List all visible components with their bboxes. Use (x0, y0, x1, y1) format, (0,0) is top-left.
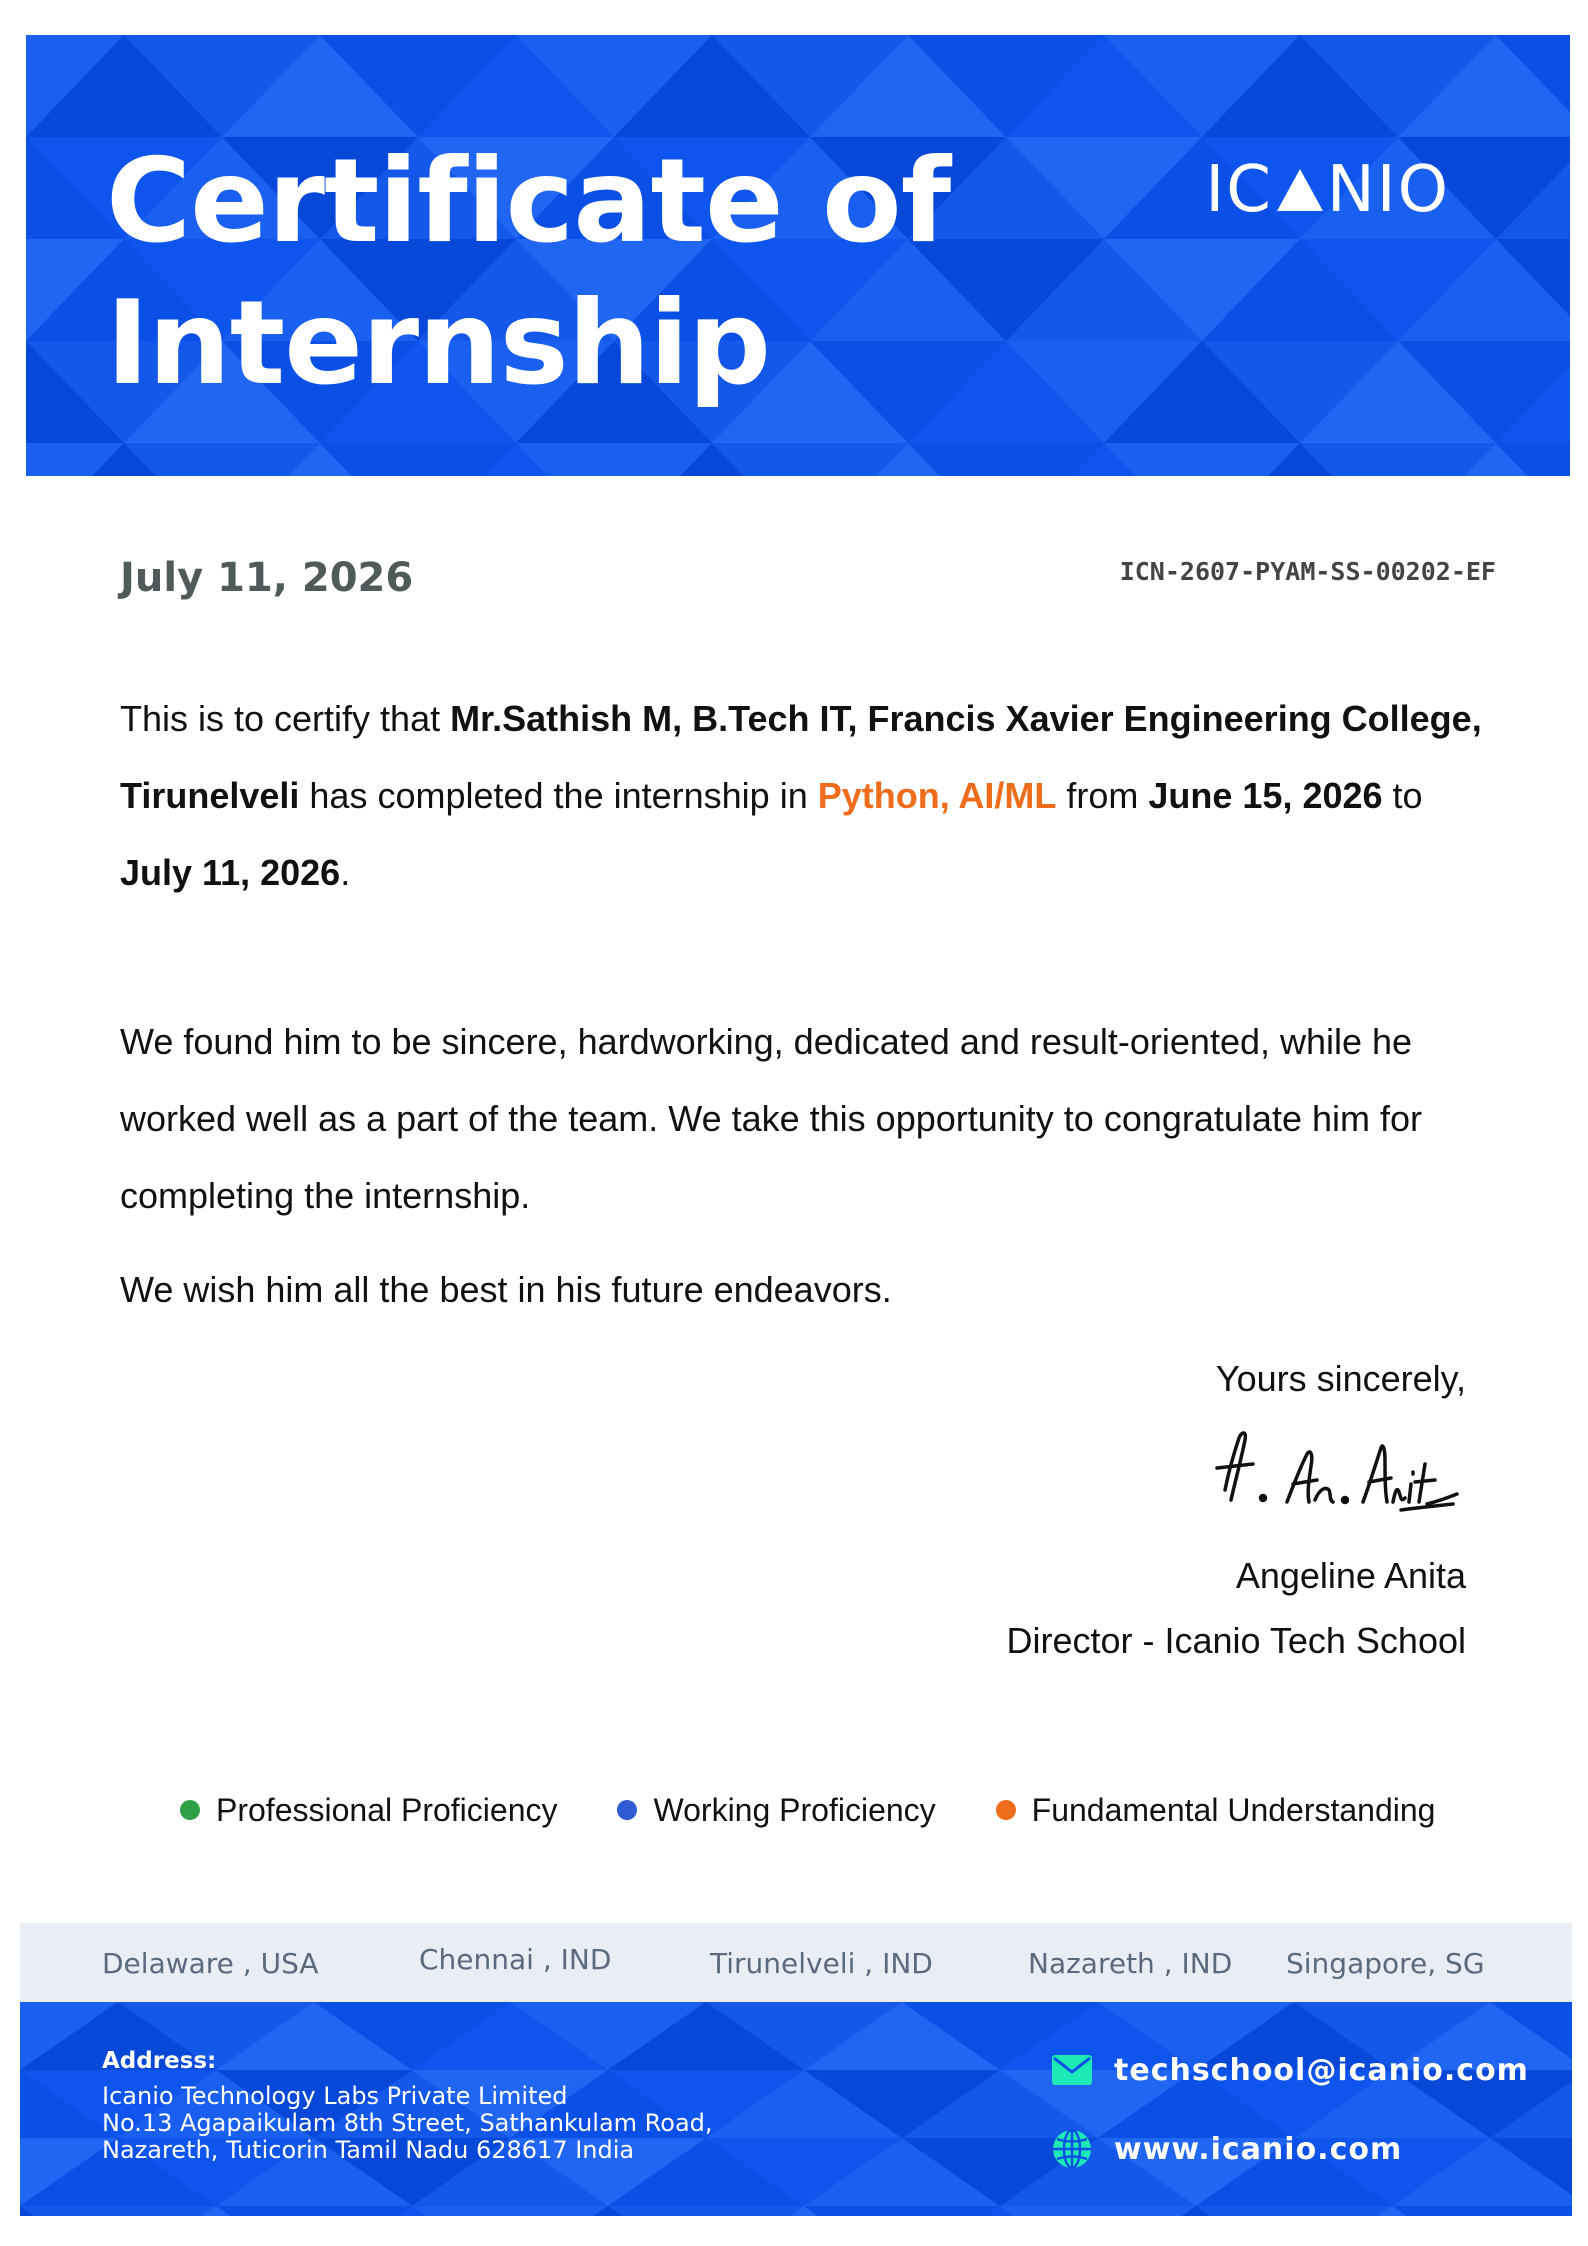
pattern-triangle (1300, 443, 1496, 476)
handwritten-signature (1195, 1420, 1465, 1530)
blue-dot-icon (617, 1800, 637, 1820)
pattern-triangle (320, 443, 516, 476)
logo-text-left: IC (1205, 153, 1273, 227)
pattern-triangle (1104, 443, 1300, 476)
envelope-icon (1050, 2048, 1094, 2092)
icanio-logo (1205, 153, 1450, 227)
wishes-paragraph: We wish him all the best in his future endeavors. (120, 1269, 892, 1310)
legend-label: Working Proficiency (653, 1791, 936, 1828)
email-contact[interactable] (1050, 2048, 1529, 2092)
logo-text-right: NIO (1326, 153, 1450, 227)
logo-triangle-icon (1275, 167, 1325, 213)
email-link[interactable]: techschool@icanio.com (1114, 2052, 1529, 2088)
mid-text: has completed the internship in (299, 775, 818, 816)
pattern-triangle (712, 443, 908, 476)
period-text: . (340, 852, 351, 893)
address-line-3: Nazareth, Tuticorin Tamil Nadu 628617 India (102, 2136, 635, 2164)
globe-icon (1050, 2127, 1094, 2171)
city-tirunelveli: Tirunelveli , IND (710, 1947, 933, 1980)
certificate-id: ICN-2607-PYAM-SS-00202-EF (1119, 557, 1496, 586)
city-nazareth: Nazareth , IND (1028, 1947, 1233, 1980)
pattern-triangle (1000, 2206, 1196, 2216)
website-contact[interactable] (1050, 2127, 1402, 2171)
city-singapore: Singapore, SG (1286, 1947, 1485, 1980)
title-line-1: Certificate of (106, 134, 951, 269)
closing-text: Yours sincerely, (1215, 1358, 1466, 1399)
pattern-triangle (216, 2206, 412, 2216)
pattern-triangle (608, 2206, 804, 2216)
signature-image (1195, 1420, 1465, 1530)
certificate-header (26, 35, 1570, 476)
pattern-triangle (1196, 2206, 1392, 2216)
address-label: Address: (102, 2048, 217, 2074)
orange-dot-icon (996, 1800, 1016, 1820)
proficiency-legend (180, 1790, 1495, 1830)
city-chennai: Chennai , IND (419, 1943, 612, 1976)
legend-item-fundamental (996, 1792, 1436, 1829)
pattern-triangle (516, 443, 712, 476)
legend-item-working (617, 1792, 935, 1829)
office-locations-bar (20, 1923, 1572, 2002)
certification-paragraph (120, 680, 1500, 911)
to-text: to (1382, 775, 1423, 816)
signatory-name: Angeline Anita (1235, 1555, 1466, 1596)
address-line-2: No.13 Agapaikulam 8th Street, Sathankulam Road, (102, 2109, 713, 2137)
certificate-title (106, 131, 1006, 415)
pattern-triangle (908, 443, 1104, 476)
pattern-triangle (124, 443, 320, 476)
issue-date: July 11, 2026 (120, 555, 414, 601)
pattern-triangle (1392, 2206, 1572, 2216)
legend-label: Fundamental Understanding (1031, 1791, 1436, 1828)
certificate-footer (20, 2002, 1572, 2216)
legend-label: Professional Proficiency (216, 1791, 558, 1828)
pattern-triangle (804, 2206, 1000, 2216)
legend-item-professional (180, 1792, 557, 1829)
pattern-triangle (412, 2206, 608, 2216)
green-dot-icon (180, 1800, 200, 1820)
pattern-triangle (20, 2206, 216, 2216)
intern-name: Mr.Sathish M, B.Tech IT, Francis Xavier Engineering College, Tirunelveli (120, 698, 1482, 816)
signatory-title: Director - Icanio Tech School (1006, 1620, 1466, 1661)
title-line-2: Internship (106, 276, 771, 411)
address-line-1: Icanio Technology Labs Private Limited (102, 2082, 568, 2110)
internship-domain: Python, AI/ML (817, 775, 1057, 816)
city-delaware: Delaware , USA (102, 1947, 319, 1980)
intro-text: This is to certify that (120, 698, 451, 739)
appraisal-paragraph: We found him to be sincere, hardworking, dedicated and result-oriented, while he worked well as a part of the team. We take this opportunity to congratulate him for completing the internship. (120, 1021, 1422, 1216)
end-date: July 11, 2026 (120, 852, 341, 893)
website-link[interactable]: www.icanio.com (1114, 2131, 1403, 2167)
start-date: June 15, 2026 (1148, 775, 1383, 816)
from-text: from (1056, 775, 1149, 816)
